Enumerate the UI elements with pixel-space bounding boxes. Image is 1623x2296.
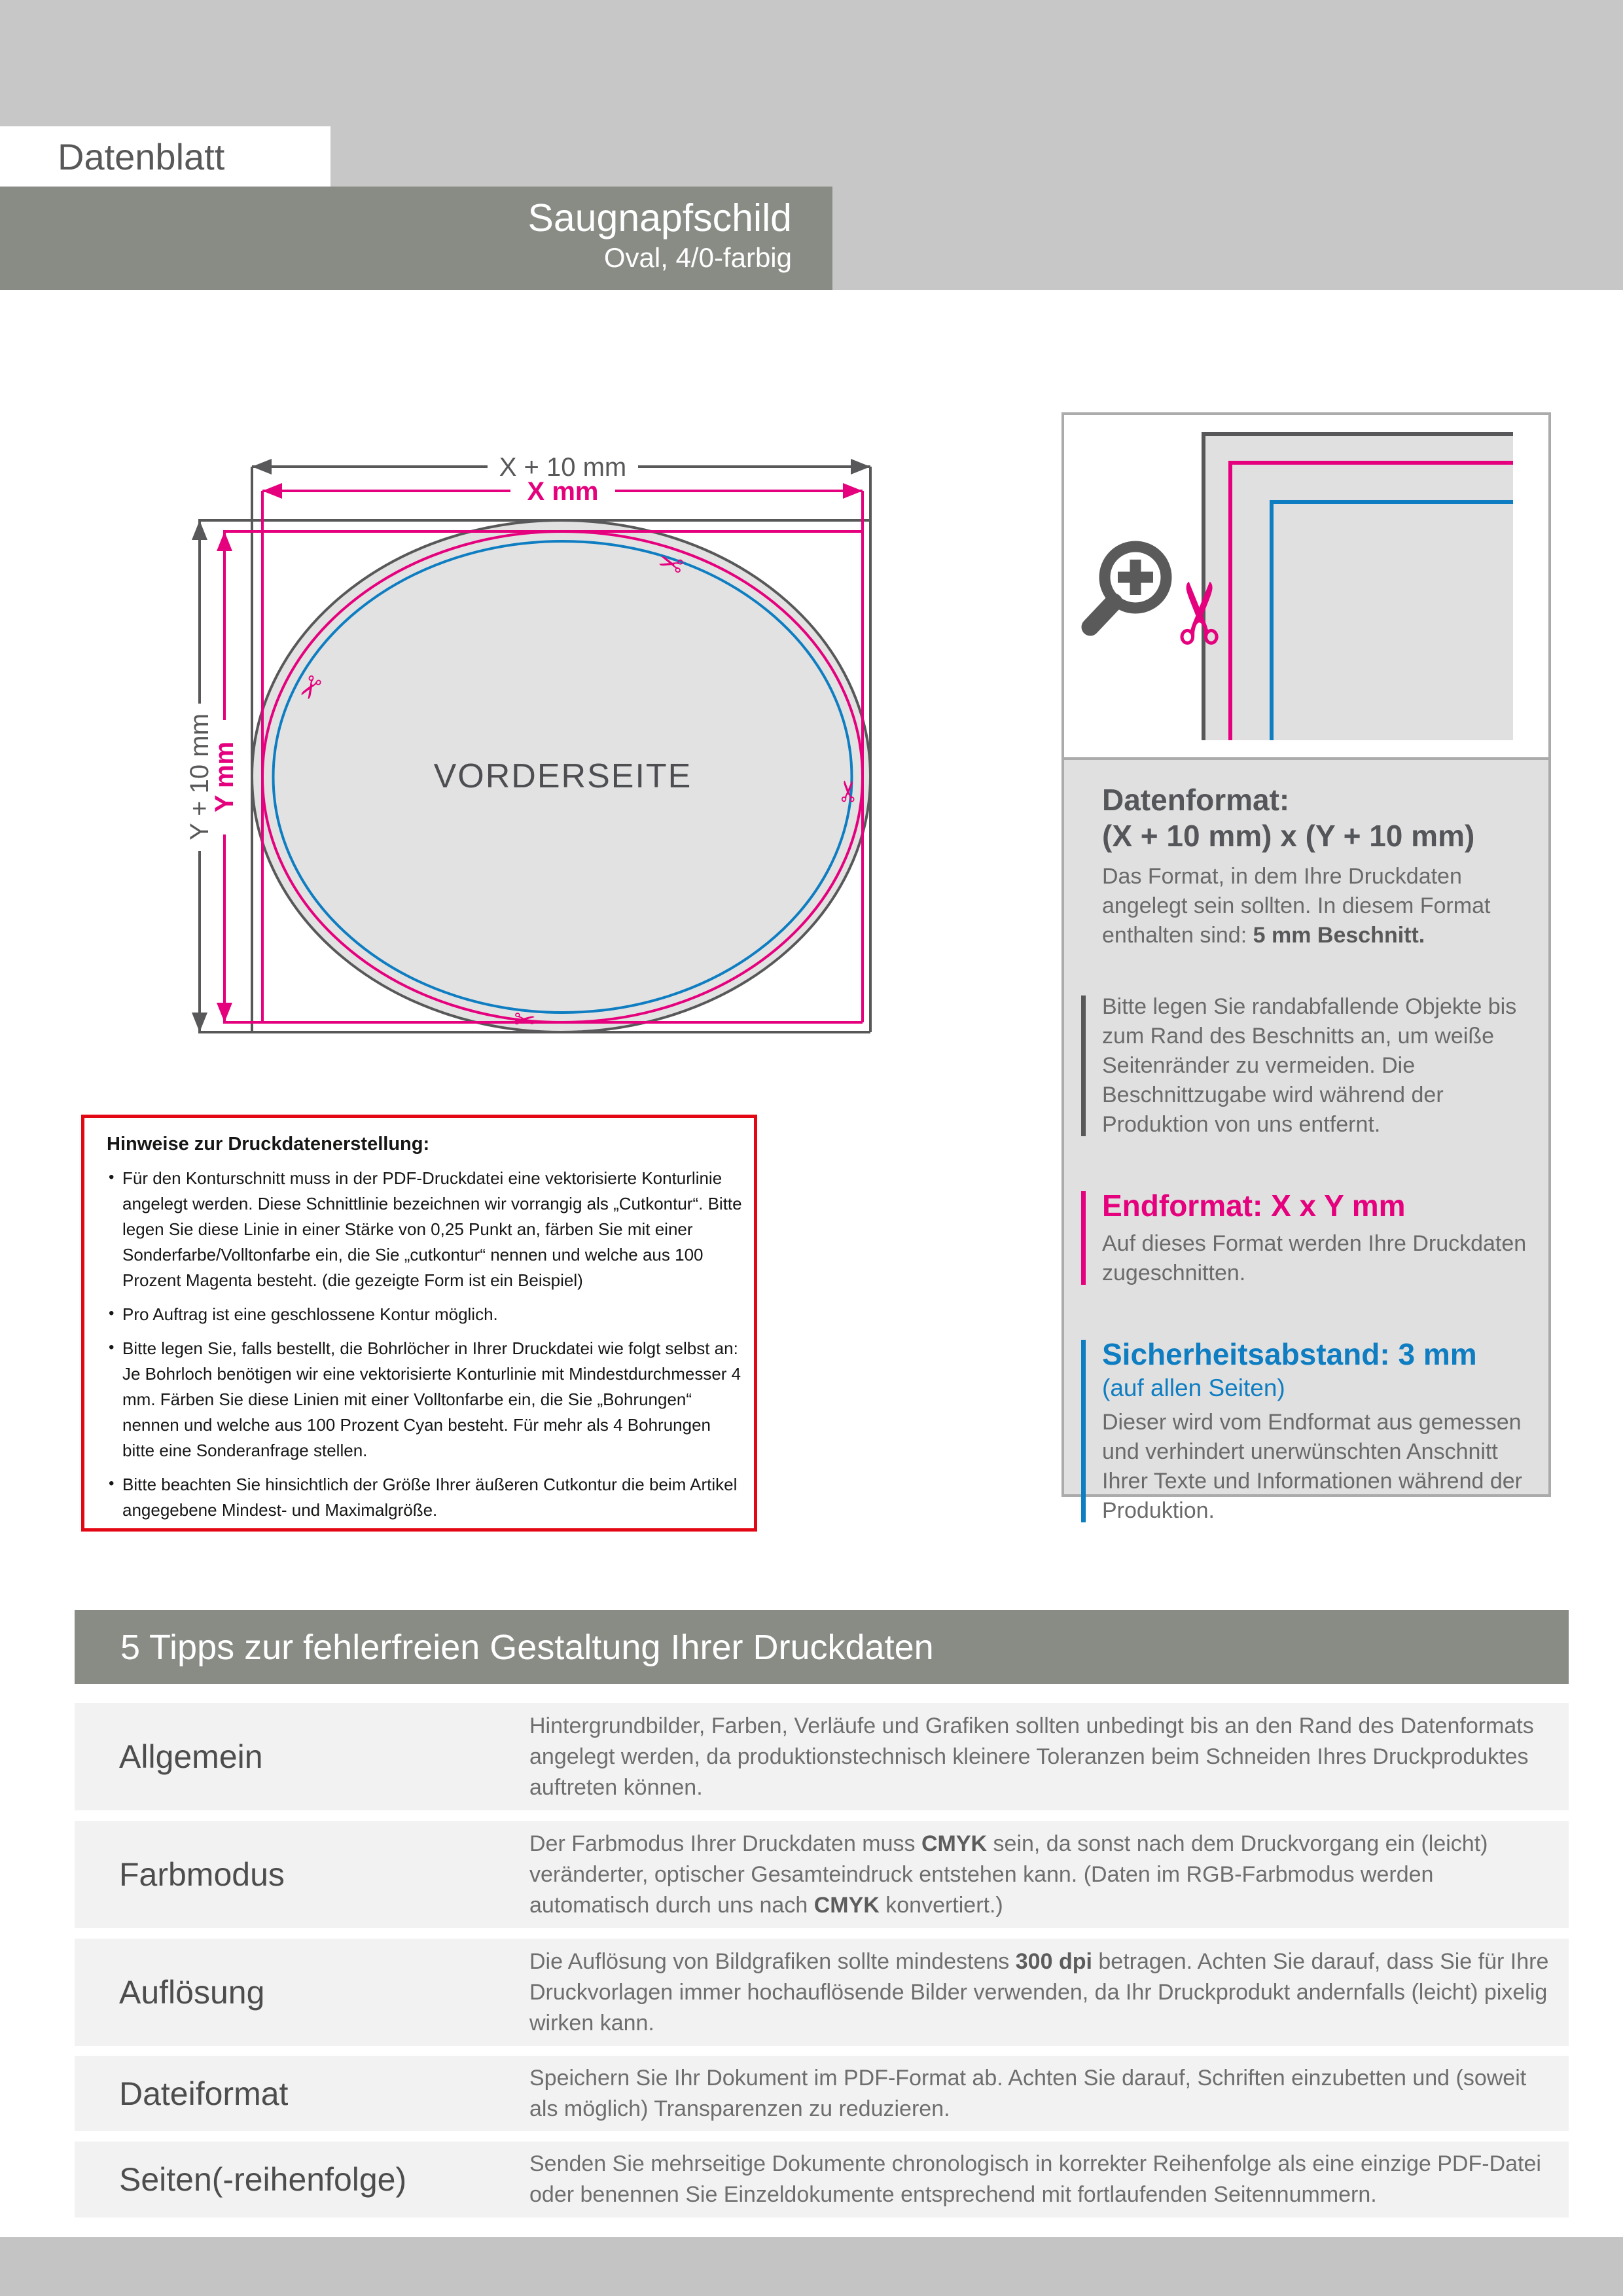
table-row [75, 2056, 1569, 2131]
table-row [75, 2142, 1569, 2217]
row-text-part: sein, da sonst nach dem Druckvorgang ein (leicht) veränderter, optischer Gesamteindruck entstehen kann. (Daten im RGB-Farbmodus werden automatisch durch uns nach [529, 1831, 1488, 1918]
sicherheitsabstand-block [1102, 1336, 1539, 1526]
sicherheitsabstand-text: Dieser wird vom Endformat aus gemessen und verhindert unerwünschten Anschnitt Ihrer Texte und Informationen während der Produktion. [1102, 1410, 1522, 1523]
hinweis-text: Pro Auftrag ist eine geschlossene Kontur möglich. [122, 1304, 498, 1324]
endformat-title: Endformat: X x Y mm [1102, 1189, 1406, 1223]
scissors-icon: ✂ [512, 1004, 537, 1037]
datenformat-text-bold: 5 mm Beschnitt. [1253, 923, 1425, 948]
doc-type-label: Datenblatt [58, 136, 225, 177]
scissors-icon: ✂ [832, 778, 866, 804]
hinweise-title: Hinweise zur Druckdatenerstellung: [107, 1134, 430, 1155]
row-text-part: betragen. Achten Sie darauf, dass Sie für Ihre Druckvorlagen immer hochauflösende Bilder verwenden, da Ihr Druckprodukt andernfalls (leicht) pixelig wirken kann. [529, 1948, 1549, 2036]
endformat-block [1102, 1188, 1539, 1288]
hinweise-list [107, 1166, 745, 1523]
info-column [1061, 412, 1551, 1523]
row-text-bold: CMYK [813, 1892, 880, 1918]
datenformat-text [1102, 862, 1539, 950]
list-item [107, 1302, 745, 1327]
dim-width-outer-label: X + 10 mm [499, 453, 627, 482]
row-text-bold: 300 dpi [1015, 1948, 1092, 1974]
datenformat-title: Datenformat: [1102, 783, 1290, 817]
dim-height-inner [210, 531, 239, 1022]
format-info-panel [1064, 760, 1548, 1523]
bleed-note [1102, 992, 1539, 1139]
datenformat-text-part: Das Format, in dem Ihre Druckdaten angelegt sein sollten. In diesem Format enthalten sind: [1102, 864, 1491, 948]
row-label-seitenreihenfolge: Seiten(-reihenfolge) [119, 2161, 407, 2198]
table-row [75, 1821, 1569, 1928]
format-diagram [170, 425, 919, 1086]
title-band [0, 187, 832, 290]
row-label-aufloesung: Auflösung [119, 1974, 265, 2011]
row-text [529, 2063, 1550, 2125]
sicherheitsabstand-title: Sicherheitsabstand: 3 mm [1102, 1337, 1477, 1371]
sicherheitsabstand-subtitle: (auf allen Seiten) [1102, 1374, 1285, 1401]
dim-width-inner [262, 477, 863, 506]
druckdaten-hinweise-box [81, 1115, 757, 1532]
hinweis-text: Bitte beachten Sie hinsichtlich der Größe Ihrer äußeren Cutkontur die beim Artikel angegebene Mindest- und Maximalgröße. [122, 1475, 738, 1520]
row-text-part: konvertiert.) [879, 1892, 1003, 1918]
tips-banner-title: 5 Tipps zur fehlerfreien Gestaltung Ihrer Druckdaten [120, 1627, 934, 1667]
row-text [529, 1946, 1550, 2039]
dim-width-inner-label: X mm [527, 477, 599, 506]
row-text [529, 2149, 1550, 2210]
list-item [107, 1472, 745, 1523]
list-item [107, 1336, 745, 1463]
hinweis-text: Für den Konturschnitt muss in der PDF-Druckdatei eine vektorisierte Konturlinie angelegt werden. Diese Schnittlinie bezeichnen wir vorrangig als „Cutkontur“. Bitte legen Sie diese Linie in einer Stärke von 0,25 Punkt an, färben Sie mit einer Sonderfarbe/Volltonfarbe ein, die Sie „cutkontur“ nennen und welche aus 100 Prozent Magenta besteht. (die gezeigte Form ist ein Beispiel) [122, 1168, 742, 1290]
table-row [75, 1939, 1569, 2046]
scissors-icon: ✂ [288, 667, 332, 708]
row-text-part: Senden Sie mehrseitige Dokumente chronologisch in korrekter Reihenfolge als eine einzige PDF-Datei oder benennen Sie Einzeldokumente entsprechend mit fortlaufenden Seitennummern. [529, 2151, 1541, 2207]
dim-height-inner-label: Y mm [210, 741, 239, 813]
row-text [529, 1829, 1550, 1921]
bleed-note-text: Bitte legen Sie randabfallende Objekte bis zum Rand des Beschnitts an, um weiße Seitenränder zu vermeiden. Die Beschnittzugabe wird während der Produktion von uns entfernt. [1102, 994, 1517, 1137]
bullet-icon: • [109, 1304, 115, 1322]
corner-zoom-box [1064, 415, 1548, 760]
scissors-icon: ✂ [653, 542, 688, 584]
tips-banner [75, 1610, 1569, 1684]
row-text-bold: CMYK [921, 1831, 988, 1856]
bullet-icon: • [109, 1475, 115, 1492]
bullet-icon: • [109, 1168, 115, 1186]
row-text-part: Der Farbmodus Ihrer Druckdaten muss [529, 1831, 921, 1856]
row-label-allgemein: Allgemein [119, 1738, 263, 1775]
row-label-dateiformat: Dateiformat [119, 2075, 289, 2112]
product-title: Saugnapfschild [527, 196, 792, 240]
doc-type-box [0, 126, 330, 187]
hinweis-text: Bitte legen Sie, falls bestellt, die Bohrlöcher in Ihrer Druckdatei wie folgt selbst an: Je Bohrloch benötigen wir eine vektorisierte Konturlinie mit Mindestdurchmesser 4 mm. Färben Sie diese Linien mit einer Volltonfarbe ein, die Sie „Bohrungen“ nennen und welche aus 100 Prozent Cyan besteht. Für mehr als 4 Bohrungen bitte eine Sonderanfrage stellen. [122, 1338, 741, 1460]
table-row [75, 1703, 1569, 1810]
product-variant: Oval, 4/0-farbig [603, 242, 792, 273]
datenformat-formula: (X + 10 mm) x (Y + 10 mm) [1102, 819, 1475, 853]
dim-height-outer-label: Y + 10 mm [185, 713, 214, 840]
corner-zoom-diagram [1064, 415, 1548, 755]
footer-band [0, 2237, 1623, 2296]
endformat-text: Auf dieses Format werden Ihre Druckdaten zugeschnitten. [1102, 1231, 1527, 1285]
front-side-label: VORDERSEITE [433, 757, 692, 795]
bullet-icon: • [109, 1338, 115, 1356]
row-text-part: Hintergrundbilder, Farben, Verläufe und Grafiken sollten unbedingt bis an den Rand des Datenformats angelegt werden, da produktionstechnisch kleinere Toleranzen beim Schneiden Ihres Druckproduktes auftreten können. [529, 1713, 1534, 1800]
row-label-farbmodus: Farbmodus [119, 1856, 285, 1893]
row-text-part: Speichern Sie Ihr Dokument im PDF-Format ab. Achten Sie darauf, Schriften einzubetten und (soweit als möglich) Transparenzen zu reduzieren. [529, 2065, 1527, 2121]
row-text-part: Die Auflösung von Bildgrafiken sollte mindestens [529, 1948, 1016, 1974]
row-text [529, 1711, 1550, 1803]
scissors-icon: ✂ [1151, 577, 1251, 649]
list-item [107, 1166, 745, 1293]
